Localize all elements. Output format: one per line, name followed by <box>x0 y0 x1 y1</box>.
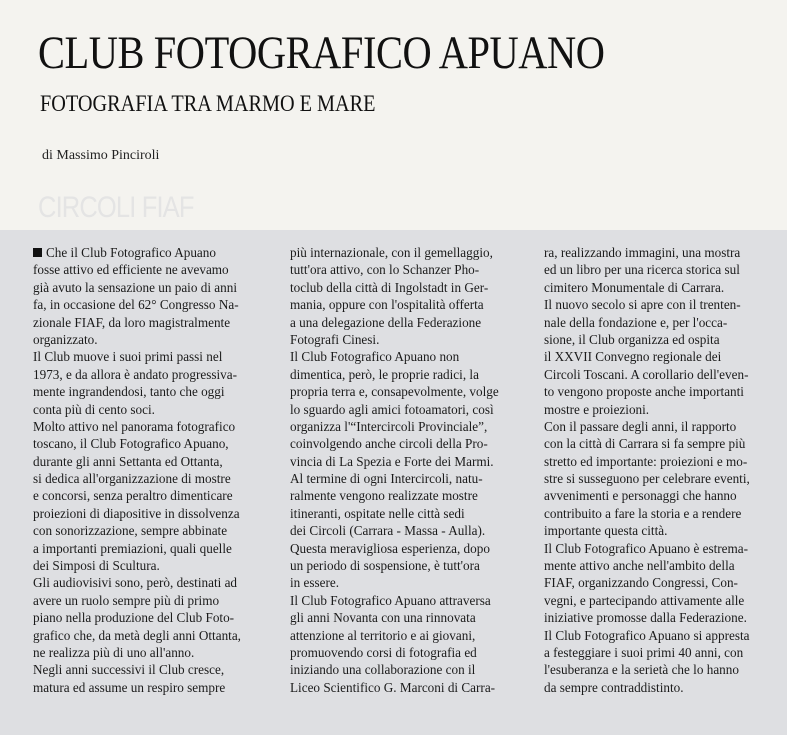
text-line-content: ra, realizzando immagini, una mostra <box>544 245 741 260</box>
text-line-content: FIAF, organizzando Congressi, Con- <box>544 575 738 591</box>
text-line <box>290 331 499 348</box>
text-line <box>544 401 750 418</box>
text-line-content: ne realizza più di uno all'anno. <box>33 644 195 660</box>
text-line-content: vegni, e partecipando attivamente alle <box>544 592 745 608</box>
text-line <box>290 609 499 626</box>
text-line-content: e concorsi, senza peraltro dimenticare <box>33 488 233 504</box>
text-line-content: proiezioni di diapositive in dissolvenza <box>33 505 240 521</box>
text-line <box>290 540 499 557</box>
text-line-content: matura ed assume un respiro sempre <box>33 679 226 695</box>
text-line <box>290 557 499 574</box>
text-line <box>544 366 750 383</box>
text-line-content: già avuto la sensazione un paio di anni <box>33 279 237 295</box>
text-line-content: gli anni Novanta con una rinnovata <box>290 610 476 626</box>
text-line <box>290 522 499 539</box>
text-line <box>544 557 750 574</box>
text-line <box>544 592 750 609</box>
text-line-content: iniziative promosse dalla Federazione. <box>544 610 747 626</box>
text-line-content: Il nuovo secolo si apre con il trenten- <box>544 297 741 313</box>
text-line-content: Questa meravigliosa esperienza, dopo <box>290 540 490 556</box>
text-column-1 <box>33 244 241 696</box>
text-line-content: Liceo Scientifico G. Marconi di Carra- <box>290 679 496 695</box>
text-line <box>33 644 241 661</box>
text-line-content: organizza l'“Intercircoli Provinciale”, <box>290 418 488 434</box>
text-line <box>544 540 750 557</box>
text-line-content: Fotografi Cinesi. <box>290 331 380 347</box>
text-line-content: si dedica all'organizzazione di mostre <box>33 471 231 487</box>
text-line-content: dei Simposi di Scultura. <box>33 558 160 574</box>
text-line-content: Il Club Fotografico Apuano attraversa <box>290 592 491 608</box>
text-line <box>544 348 750 365</box>
text-line <box>544 679 750 696</box>
text-line <box>33 574 241 591</box>
text-line <box>544 279 750 296</box>
text-line-content: mostre e proiezioni. <box>544 401 650 417</box>
text-line-content: promuovendo corsi di fotografia ed <box>290 644 477 660</box>
text-line <box>290 244 499 261</box>
text-line-content: l'esuberanza e la serietà che lo hanno <box>544 662 739 678</box>
text-line <box>544 505 750 522</box>
text-line <box>33 453 241 470</box>
text-line <box>290 314 499 331</box>
text-line-content: sione, il Club organizza ed ospita <box>544 331 720 347</box>
text-line <box>33 366 241 383</box>
text-line <box>33 592 241 609</box>
text-line-content: lo sguardo agli amici fotoamatori, così <box>290 401 494 417</box>
text-line <box>33 609 241 626</box>
text-line-content: Negli anni successivi il Club cresce, <box>33 662 225 678</box>
text-line-content: coinvolgendo anche circoli della Pro- <box>290 436 488 452</box>
text-line-content: fosse attivo ed efficiente ne avevamo <box>33 262 229 278</box>
text-line <box>33 557 241 574</box>
text-line <box>544 261 750 278</box>
text-line-content: mania, oppure con l'ospitalità offerta <box>290 297 484 313</box>
text-line-content: in essere. <box>290 575 340 591</box>
text-line <box>544 453 750 470</box>
text-line-content: da sempre contraddistinto. <box>544 679 684 695</box>
text-line-content: grafico che, da metà degli anni Ottanta, <box>33 627 241 643</box>
text-line <box>33 261 241 278</box>
text-line-content: organizzato. <box>33 331 98 347</box>
text-line <box>290 574 499 591</box>
section-label: CIRCOLI FIAF <box>38 191 194 224</box>
text-line-content: Gli audiovisivi sono, però, destinati ad <box>33 575 238 591</box>
text-line-content: Il Club Fotografico Apuano si appresta <box>544 627 750 643</box>
paragraph-square-icon <box>33 248 42 257</box>
text-line <box>33 522 241 539</box>
text-line-content: mente ingrandendosi, tanto che oggi <box>33 384 225 400</box>
text-line <box>544 661 750 678</box>
text-line <box>33 627 241 644</box>
text-line <box>544 574 750 591</box>
text-line <box>290 348 499 365</box>
text-line-content: a una delegazione della Federazione <box>290 314 482 330</box>
text-line-content: ralmente vengono realizzate mostre <box>290 488 478 504</box>
text-line <box>544 383 750 400</box>
text-line <box>290 418 499 435</box>
text-line <box>544 296 750 313</box>
text-line <box>290 627 499 644</box>
text-line-content: attenzione al territorio e ai giovani, <box>290 627 476 643</box>
text-line-content: toscano, il Club Fotografico Apuano, <box>33 436 229 452</box>
text-line <box>33 279 241 296</box>
text-line <box>544 244 750 261</box>
text-line <box>290 470 499 487</box>
text-line-content: dei Circoli (Carrara - Massa - Aulla). <box>290 523 486 539</box>
text-line <box>290 401 499 418</box>
text-line-content: conta più di cento soci. <box>33 401 155 417</box>
text-line <box>290 679 499 696</box>
text-line <box>33 401 241 418</box>
text-line-content: Il Club Fotografico Apuano è estrema- <box>544 540 748 556</box>
text-line-content: Il Club Fotografico Apuano non <box>290 349 460 365</box>
text-line-content: to vengono proposte anche importanti <box>544 384 744 400</box>
article-title: CLUB FOTOGRAFICO APUANO <box>38 27 605 79</box>
text-line <box>290 279 499 296</box>
text-line <box>544 627 750 644</box>
text-line <box>33 314 241 331</box>
text-line-content: Con il passare degli anni, il rapporto <box>544 418 737 434</box>
text-line <box>544 522 750 539</box>
text-line <box>290 644 499 661</box>
text-column-2 <box>290 244 499 696</box>
text-line-content: itineranti, ospitate nelle città sedi <box>290 505 465 521</box>
text-line-content: stre si susseguono per celebrare eventi, <box>544 471 750 487</box>
text-line-content: Il Club muove i suoi primi passi nel <box>33 349 223 365</box>
text-line-content: nale della fondazione e, per l'occa- <box>544 314 728 330</box>
text-line-content: dimentica, però, le proprie radici, la <box>290 366 479 382</box>
text-line-content: cimitero Monumentale di Carrara. <box>544 279 725 295</box>
text-line-content: con la città di Carrara si fa sempre più <box>544 436 746 452</box>
text-line-content: iniziando una collaborazione con il <box>290 662 476 678</box>
text-line <box>544 644 750 661</box>
text-line <box>33 540 241 557</box>
text-line-content: avvenimenti e personaggi che hanno <box>544 488 737 504</box>
text-column-3 <box>544 244 750 696</box>
text-line <box>290 435 499 452</box>
text-line <box>33 435 241 452</box>
text-line-content: zionale FIAF, da loro magistralmente <box>33 314 231 330</box>
text-line <box>290 296 499 313</box>
text-line <box>33 505 241 522</box>
text-line-content: il XXVII Convegno regionale dei <box>544 349 722 365</box>
text-line-content: 1973, e da allora è andato progressiva- <box>33 366 237 382</box>
text-line <box>33 679 241 696</box>
text-line <box>544 418 750 435</box>
text-line <box>290 505 499 522</box>
text-line-content: avere un ruolo sempre più di primo <box>33 592 220 608</box>
text-line-content: ed un libro per una ricerca storica sul <box>544 262 740 278</box>
text-line <box>544 487 750 504</box>
text-line <box>544 609 750 626</box>
text-line-content: toclub della città di Ingolstadt in Ger- <box>290 279 489 295</box>
text-line <box>33 661 241 678</box>
text-line-content: con sonorizzazione, sempre abbinate <box>33 523 228 539</box>
text-line-content: contribuito a fare la storia e a rendere <box>544 505 742 521</box>
text-line <box>290 661 499 678</box>
text-line-content: più internazionale, con il gemellaggio, <box>290 245 493 260</box>
text-line-content: durante gli anni Settanta ed Ottanta, <box>33 453 223 469</box>
text-line <box>33 418 241 435</box>
text-line-content: importante questa città. <box>544 523 668 539</box>
text-line-content: Al termine di ogni Intercircoli, natu- <box>290 471 483 487</box>
article-subtitle: FOTOGRAFIA TRA MARMO E MARE <box>40 91 376 116</box>
text-line <box>33 487 241 504</box>
text-line-content: piano nella produzione del Club Foto- <box>33 610 235 626</box>
article-byline: di Massimo Pinciroli <box>42 148 160 163</box>
text-line <box>33 470 241 487</box>
text-line-content: mente attivo anche nell'ambito della <box>544 558 735 574</box>
text-line <box>290 487 499 504</box>
text-line <box>33 348 241 365</box>
text-line-content: a importanti premiazioni, quali quelle <box>33 540 232 556</box>
text-line-content: stretto ed importante: proiezioni e mo- <box>544 453 748 469</box>
text-line <box>544 314 750 331</box>
text-line-content: vincia di La Spezia e Forte dei Marmi. <box>290 453 494 469</box>
text-line <box>33 383 241 400</box>
text-line <box>290 453 499 470</box>
text-line-content: Che il Club Fotografico Apuano <box>46 245 216 260</box>
text-line-content: propria terra e, consapevolmente, volge <box>290 384 499 400</box>
text-line <box>544 470 750 487</box>
text-line-content: un periodo di sospensione, è tutt'ora <box>290 558 480 574</box>
text-line <box>33 296 241 313</box>
text-line <box>290 366 499 383</box>
text-line <box>290 261 499 278</box>
text-line <box>290 592 499 609</box>
text-line <box>33 244 241 261</box>
text-line-content: Circoli Toscani. A corollario dell'even- <box>544 366 749 382</box>
text-line <box>33 331 241 348</box>
text-line-content: a festeggiare i suoi primi 40 anni, con <box>544 644 744 660</box>
text-line-content: Molto attivo nel panorama fotografico <box>33 418 236 434</box>
text-line <box>544 435 750 452</box>
text-line <box>544 331 750 348</box>
text-line-content: fa, in occasione del 62° Congresso Na- <box>33 297 239 313</box>
text-line <box>290 383 499 400</box>
text-line-content: tutt'ora attivo, con lo Schanzer Pho- <box>290 262 480 278</box>
